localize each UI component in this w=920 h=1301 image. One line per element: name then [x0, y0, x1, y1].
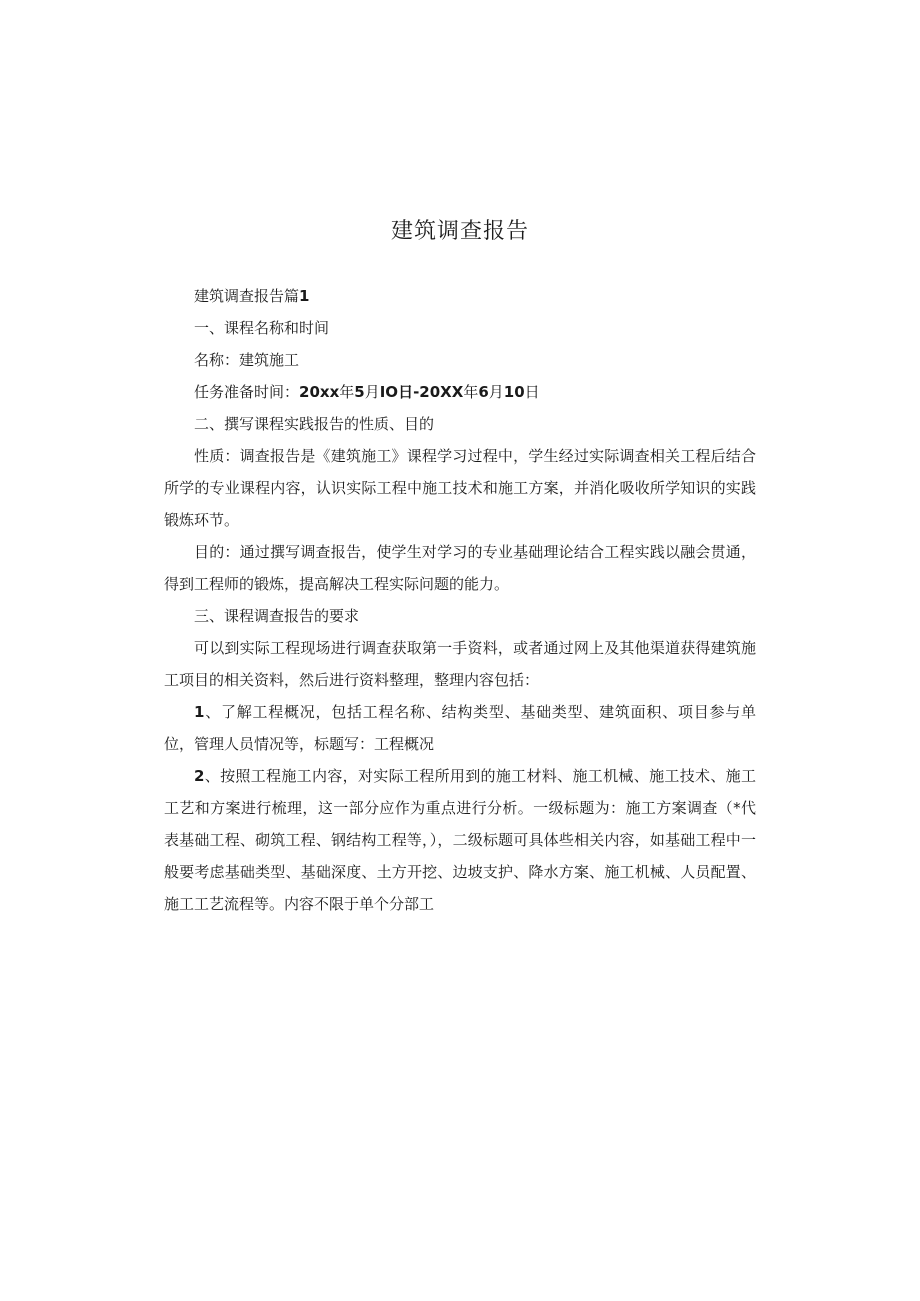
time-part: 月 [488, 383, 504, 401]
chapter-title-text: 建筑调查报告篇 [194, 287, 300, 305]
purpose-paragraph: 目的：通过撰写调查报告，使学生对学习的专业基础理论结合工程实践以融会贯通，得到工程师的锻炼，提高解决工程实际问题的能力。 [164, 543, 756, 593]
time-part: 年 [463, 383, 479, 401]
time-part: 年 [339, 383, 355, 401]
time-part: 月 [364, 383, 380, 401]
name-label: 名称： [194, 351, 240, 369]
item-number: 2 [194, 767, 205, 785]
section-heading-3: 三、课程调查报告的要求 [194, 607, 360, 625]
name-value: 建筑施工 [239, 351, 300, 369]
chapter-title [164, 280, 756, 312]
item-text: 、按照工程施工内容，对实际工程所用到的施工材料、施工机械、施工技术、施工工艺和方案进行梳理，这一部分应作为重点进行分析。一级标题为：施工方案调查（*代表基础工程、砌筑工程、钢结构工程等，），二级标题可具体些相关内容，如基础工程中一般要考虑基础类型、基础深度、土方开挖、边坡支护、降水方案、施工机械、人员配置、施工工艺流程等。内容不限于单个分部工 [164, 767, 756, 913]
time-part: 日 [524, 383, 540, 401]
time-part: 20XX [419, 383, 464, 401]
time-part: 6 [478, 383, 489, 401]
item-number: 1 [194, 703, 205, 721]
prep-time-line [164, 376, 756, 408]
section-heading-2: 二、撰写课程实践报告的性质、目的 [194, 415, 435, 433]
requirements-intro: 可以到实际工程现场进行调查获取第一手资料，或者通过网上及其他渠道获得建筑施工项目的相关资料，然后进行资料整理，整理内容包括： [164, 639, 756, 689]
time-part: 20xx [299, 383, 340, 401]
section-heading-1: 一、课程名称和时间 [194, 319, 330, 337]
course-name-line [164, 344, 756, 376]
item-text: 、了解工程概况，包括工程名称、结构类型、基础类型、建筑面积、项目参与单位，管理人员情况等，标题写：工程概况 [164, 703, 756, 753]
requirement-item-2 [164, 760, 756, 920]
time-label: 任务准备时间： [194, 383, 300, 401]
document-body [164, 280, 756, 920]
document-title: 建筑调查报告 [390, 219, 529, 244]
chapter-number: 1 [299, 287, 310, 305]
requirement-item-1 [164, 696, 756, 760]
time-part: IO [379, 383, 399, 401]
time-part: 5 [354, 383, 365, 401]
time-part: 10 [503, 383, 525, 401]
nature-paragraph: 性质：调查报告是《建筑施工》课程学习过程中，学生经过实际调查相关工程后结合所学的专业课程内容，认识实际工程中施工技术和施工方案，并消化吸收所学知识的实践锻炼环节。 [164, 447, 756, 529]
time-part: 日- [398, 383, 420, 401]
